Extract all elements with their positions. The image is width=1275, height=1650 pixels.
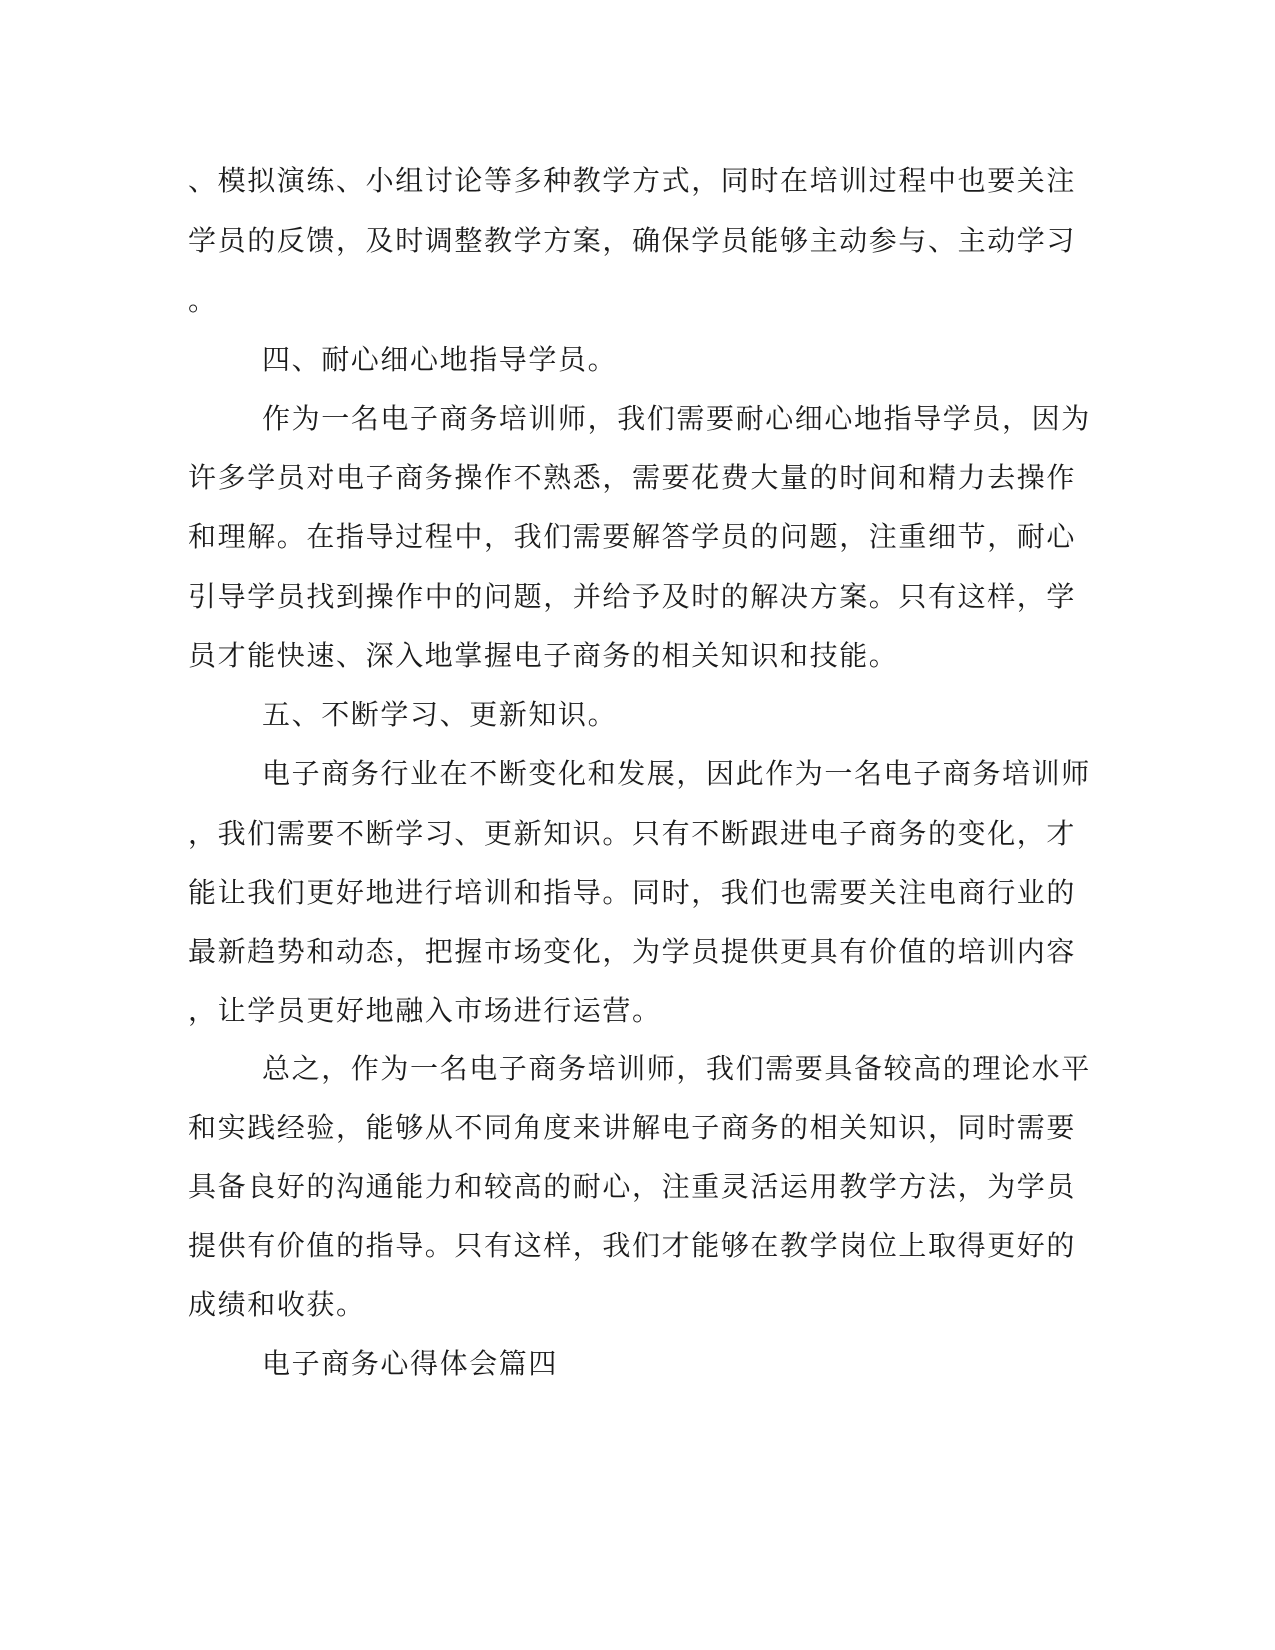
body-text-line: ，我们需要不断学习、更新知识。只有不断跟进电子商务的变化，才 <box>188 817 1077 850</box>
body-text-line: 和理解。在指导过程中，我们需要解答学员的问题，注重细节，耐心 <box>188 520 1077 553</box>
body-text-line: 作为一名电子商务培训师，我们需要耐心细心地指导学员，因为 <box>262 402 1091 435</box>
section-heading: 五、不断学习、更新知识。 <box>262 698 618 731</box>
body-text-line: 。 <box>188 284 218 317</box>
body-text-line: ，让学员更好地融入市场进行运营。 <box>188 994 662 1027</box>
body-text-line: 电子商务行业在不断变化和发展，因此作为一名电子商务培训师 <box>262 757 1091 790</box>
body-text-line: 成绩和收获。 <box>188 1288 366 1321</box>
body-text-line: 提供有价值的指导。只有这样，我们才能够在教学岗位上取得更好的 <box>188 1229 1077 1262</box>
body-text-line: 和实践经验，能够从不同角度来讲解电子商务的相关知识，同时需要 <box>188 1111 1077 1144</box>
body-text-line: 具备良好的沟通能力和较高的耐心，注重灵活运用教学方法，为学员 <box>188 1170 1077 1203</box>
body-text-line: 许多学员对电子商务操作不熟悉，需要花费大量的时间和精力去操作 <box>188 461 1077 494</box>
body-text-line: 、模拟演练、小组讨论等多种教学方式，同时在培训过程中也要关注 <box>188 164 1077 197</box>
body-text-line: 能让我们更好地进行培训和指导。同时，我们也需要关注电商行业的 <box>188 876 1077 909</box>
body-text-line: 学员的反馈，及时调整教学方案，确保学员能够主动参与、主动学习 <box>188 224 1077 257</box>
section-heading: 四、耐心细心地指导学员。 <box>262 343 618 376</box>
body-text-line: 最新趋势和动态，把握市场变化，为学员提供更具有价值的培训内容 <box>188 935 1077 968</box>
body-text-line: 员才能快速、深入地掌握电子商务的相关知识和技能。 <box>188 639 899 672</box>
body-text-line: 总之，作为一名电子商务培训师，我们需要具备较高的理论水平 <box>262 1052 1091 1085</box>
body-text-line: 引导学员找到操作中的问题，并给予及时的解决方案。只有这样，学 <box>188 580 1077 613</box>
section-heading: 电子商务心得体会篇四 <box>262 1347 559 1380</box>
